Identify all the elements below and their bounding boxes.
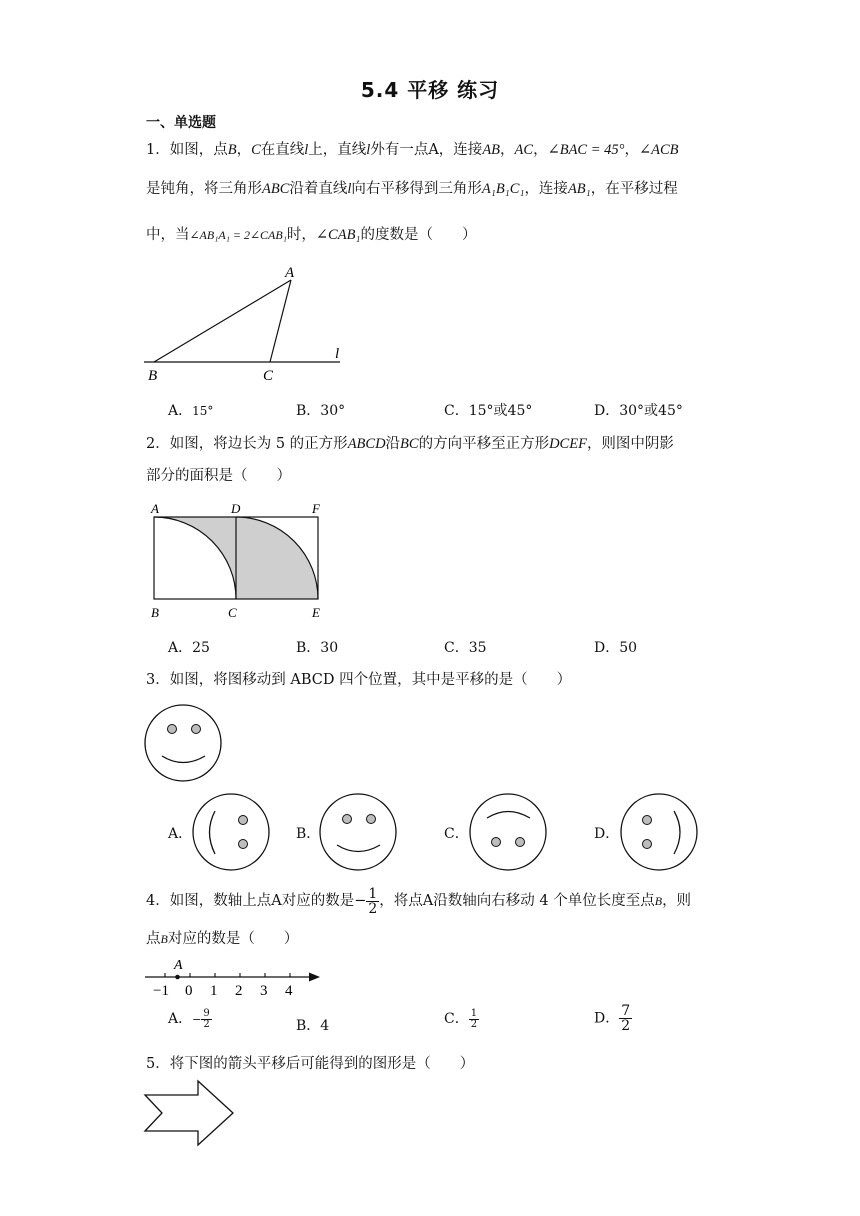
q1-line-1: 1．如图，点B，C在直线l上，直线l外有一点A，连接AB，AC，∠BAC = 45°，∠ACB	[146, 142, 679, 158]
q1-line-2: 是钝角，将三角形ABC沿着直线l向右平移得到三角形A₁B₁C₁，连接AB₁，在平移过程	[146, 181, 678, 197]
q2-option-d[interactable]: D．50	[594, 640, 638, 656]
q1-triangle-figure	[140, 258, 365, 383]
q3-option-c-face[interactable]	[466, 791, 550, 875]
q3-option-b[interactable]: B．	[296, 826, 321, 842]
q2-option-c[interactable]: C．35	[444, 640, 487, 656]
segment-AC	[270, 280, 291, 362]
q4-option-d[interactable]: D． $\frac{7}{2}$	[594, 1003, 631, 1034]
section-heading: 一、单选题	[146, 115, 216, 131]
q3-option-c[interactable]: C．	[444, 826, 469, 842]
arrow-head-icon	[309, 973, 320, 982]
tick-1: 1	[210, 983, 218, 999]
q4-line-1: 4．如图，数轴上点A对应的数是− $\frac{1}{2}$ ，将点A沿数轴向右移动 4 个单位长度至点B，则	[146, 885, 692, 917]
tick-2: 2	[235, 983, 243, 999]
page-title: 5.4 平移 练习	[360, 78, 500, 102]
q4-value-fraction: $\frac{1}{2}$	[368, 885, 378, 917]
q3-option-d[interactable]: D．	[594, 826, 620, 842]
arrow-right-icon	[145, 1081, 233, 1145]
q1-line-3: 中，当∠AB₁A₁ = 2∠CAB₁时，∠CAB₁的度数是（ ）	[146, 227, 477, 243]
label-D: D	[231, 501, 241, 516]
label-A: A	[151, 501, 159, 516]
tick-0: 0	[185, 983, 193, 999]
q1-option-a[interactable]: A．15°	[168, 403, 214, 419]
q1-option-d[interactable]: D．30°或45°	[594, 403, 683, 419]
q4-option-c[interactable]: C． $\frac{1}{2}$	[444, 1007, 478, 1030]
label-A: A	[285, 265, 295, 281]
q3-original-face	[142, 702, 226, 786]
q2-option-b[interactable]: B．30	[296, 640, 339, 656]
q2-line-2: 部分的面积是（ ）	[146, 468, 291, 484]
q1-option-c[interactable]: C．15°或45°	[444, 403, 533, 419]
label-C: C	[263, 368, 274, 383]
q5-line-1: 5．将下图的箭头平移后可能得到的图形是（ ）	[146, 1056, 475, 1072]
shaded-region-right	[236, 517, 318, 599]
q3-option-d-face[interactable]	[617, 791, 701, 875]
label-B: B	[151, 605, 159, 620]
tick-minus-1: −1	[153, 983, 169, 999]
q4-option-a[interactable]: A．− $\frac{9}{2}$	[168, 1007, 210, 1030]
label-E: E	[312, 605, 320, 620]
label-l: l	[335, 346, 340, 362]
q3-option-b-face[interactable]	[316, 791, 400, 875]
segment-AB	[154, 280, 291, 362]
q4-line-2: 点B对应的数是（ ）	[146, 931, 299, 947]
q3-option-a[interactable]: A．	[168, 826, 193, 842]
q2-line-1: 2．如图，将边长为 5 的正方形ABCD沿BC的方向平移至正方形DCEF，则图中阴影	[146, 436, 674, 452]
q3-option-a-face[interactable]	[189, 791, 273, 875]
label-C: C	[228, 605, 237, 620]
q3-line-1: 3．如图，将图移动到 ABCD 四个位置，其中是平移的是（ ）	[146, 672, 572, 688]
label-F: F	[312, 501, 320, 516]
tick-4: 4	[285, 983, 293, 999]
tick-3: 3	[260, 983, 268, 999]
q1-option-b[interactable]: B．30°	[296, 403, 346, 419]
q2-option-a[interactable]: A．25	[168, 640, 210, 656]
q2-squares-figure	[144, 500, 334, 625]
shaded-region-left	[154, 517, 236, 599]
q4-number-line	[140, 955, 330, 1003]
label-B: B	[148, 368, 158, 383]
label-A: A	[174, 958, 183, 973]
point-A	[175, 975, 180, 980]
q5-arrow-figure	[140, 1078, 240, 1150]
q4-option-b[interactable]: B．4	[296, 1018, 330, 1034]
